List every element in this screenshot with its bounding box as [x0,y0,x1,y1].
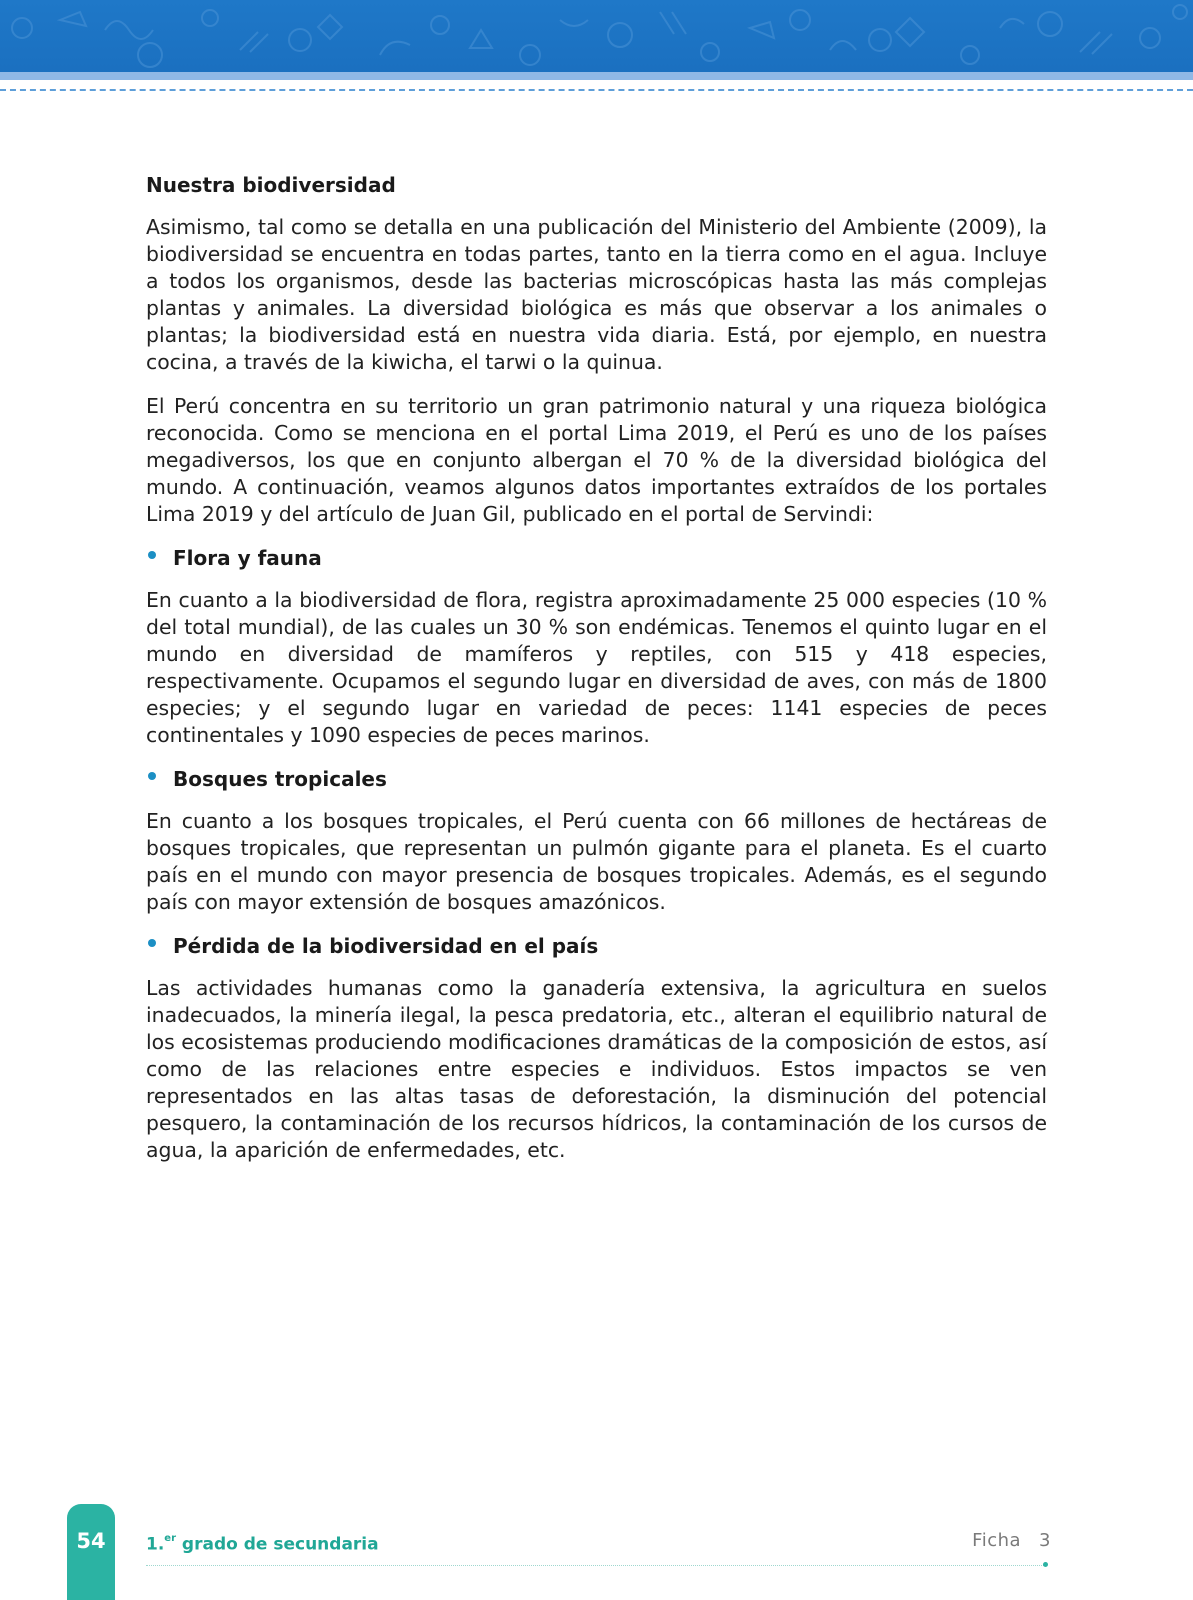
ficha-text: Ficha [972,1530,1022,1551]
paragraph-perdida: Las actividades humanas como la ganadería extensiva, la agricultura en suelos inadecuados, la minería ilegal, la pesca predatoria, etc., alteran el equilibrio natural de los ecosistemas produciendo modificaciones dramáticas de la composición de estos, así como de las relaciones entre especies e individuos. Estos impactos se ven representados en las altas tasas de deforestación, la disminución del potencial pesquero, la contaminación de los recursos hídricos, la contaminación de los cursos de agua, la aparición de enfermedades, etc. [146,976,1047,1162]
section-title: Nuestra biodiversidad [146,173,396,197]
subsection-title: Bosques tropicales [173,767,387,791]
header-banner [0,0,1193,80]
paragraph-bosques: En cuanto a los bosques tropicales, el Perú cuenta con 66 millones de hectáreas de bosques tropicales, que representan un pulmón gigante para el planeta. Es el cuarto país en el mundo con mayor presencia de bosques tropicales. Además, es el segundo país con mayor extensión de bosques amazónicos. [146,809,1047,914]
grade-prefix: 1. [146,1534,165,1555]
footer-dotted-line [146,1565,1046,1566]
ficha-number: 3 [1039,1530,1051,1551]
banner-stripe [0,72,1193,80]
subsection-title: Pérdida de la biodiversidad en el país [173,934,599,958]
subsection-heading-flora [146,545,1047,571]
ficha-label [972,1530,1051,1552]
paragraph-peru: El Perú concentra en su territorio un gran patrimonio natural y una riqueza biológica reconocida. Como se menciona en el portal Lima 2019, el Perú es uno de los países megadiversos, los que en conjunto albergan el 70 % de la diversidad biológica del mundo. A continuación, veamos algunos datos importantes extraídos de los portales Lima 2019 y del artículo de Juan Gil, publicado en el portal de Servindi: [146,394,1047,526]
bullet-icon [148,772,156,780]
grade-label [146,1530,379,1556]
bullet-icon [148,939,156,947]
bullet-icon [148,551,156,559]
paragraph-flora: En cuanto a la biodiversidad de flora, registra aproximadamente 25 000 especies (10 % del total mundial), de las cuales un 30 % son endémicas. Tenemos el quinto lugar en el mundo en diversidad de mamíferos y reptiles, con 515 y 418 especies, respectivamente. Ocupamos el segundo lugar en diversidad de aves, con más de 1800 especies; y el segundo lugar en variedad de peces: 1141 especies de peces continentales y 1090 especies de peces marinos. [146,588,1047,747]
subsection-title: Flora y fauna [173,546,322,570]
main-content [146,172,1047,1181]
header-dashed-divider [0,89,1193,91]
subsection-heading-perdida [146,933,1047,959]
grade-rest: grado de secundaria [176,1534,379,1555]
paragraph-intro: Asimismo, tal como se detalla en una publicación del Ministerio del Ambiente (2009), la biodiversidad se encuentra en todas partes, tanto en la tierra como en el agua. Incluye a todos los organismos, desde las bacterias microscópicas hasta las más complejas plantas y animales. La diversidad biológica es más que observar a los animales o plantas; la biodiversidad está en nuestra vida diaria. Está, por ejemplo, en nuestra cocina, a través de la kiwicha, el tarwi o la quinua. [146,215,1047,374]
page-number: 54 [76,1529,106,1553]
subsection-heading-bosques [146,766,1047,792]
footer-dot-icon [1043,1562,1048,1567]
doodle-pattern [0,0,1193,72]
grade-superscript: er [164,1533,177,1544]
